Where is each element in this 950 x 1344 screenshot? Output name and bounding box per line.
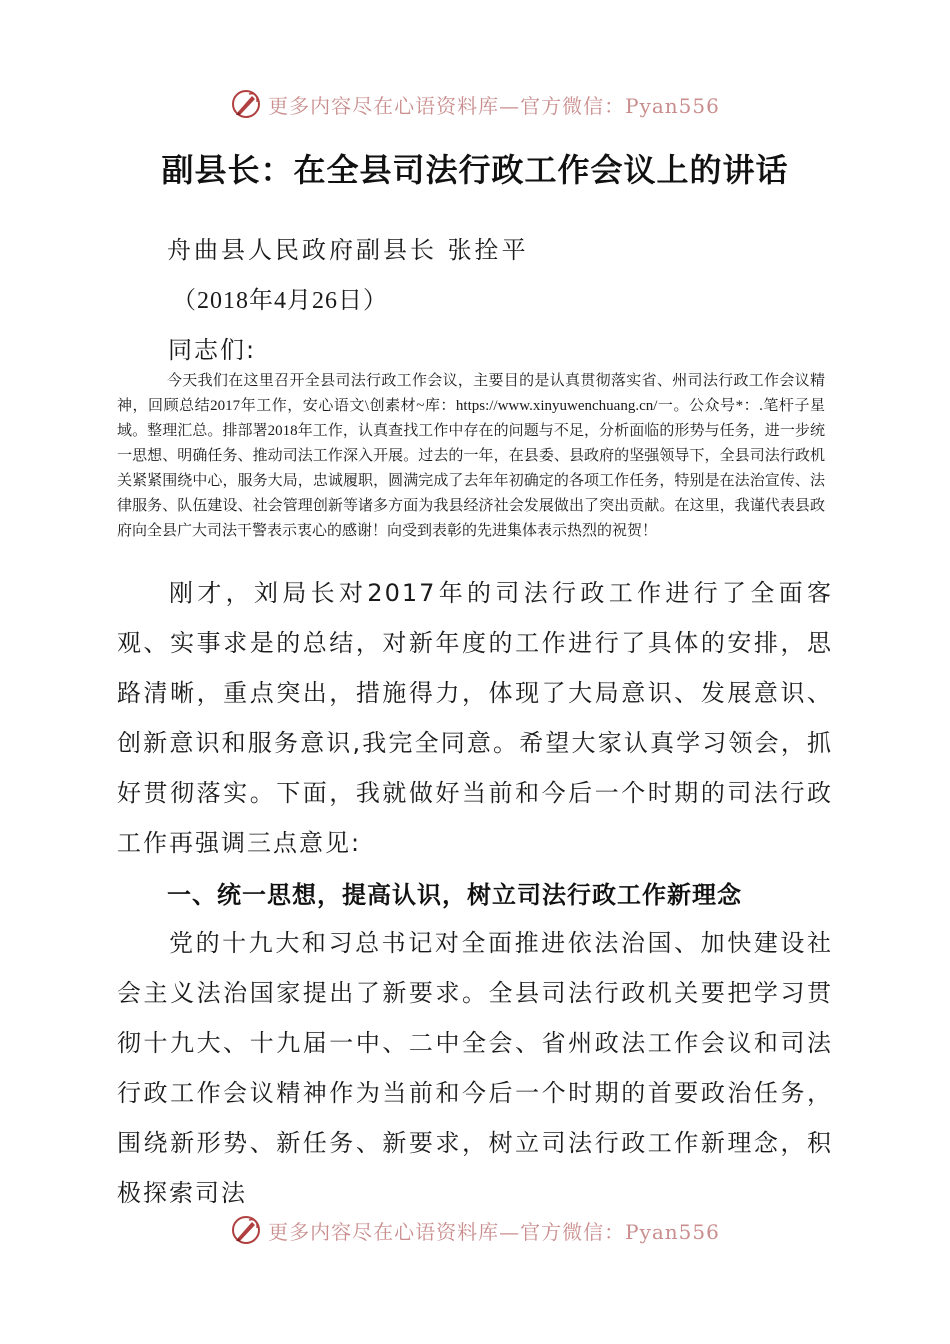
watermark-banner-top bbox=[0, 84, 950, 124]
watermark-text: 更多内容尽在心语资料库—官方微信：Pyan556 bbox=[268, 1219, 720, 1244]
intro-paragraph: 今天我们在这里召开全县司法行政工作会议，主要目的是认真贯彻落实省、州司法行政工作会议精神，回顾总结2017年工作，安心语文\创素材~库：https://www.xinyuwenchuang.cn/一。公众号*：.笔杆子星域。整理汇总。排部署2018年工作，认真查找工作中存在的问题与不足，分析面临的形势与任务，进一步统一思想、明确任务、推动司法工作深入开展。过去的一年，在县委、县政府的坚强领导下，全县司法行政机关紧紧围绕中心，服务大局，忠诚履职，圆满完成了去年年初确定的各项工作任务，特别是在法治宣传、法律服务、队伍建设、社会管理创新等诸多方面为我县经济社会发展做出了突出贡献。在这里，我谨代表县政府向全县广大司法干警表示衷心的感谢！向受到表彰的先进集体表示热烈的祝贺！ bbox=[117, 373, 825, 539]
watermark-banner-bottom bbox=[0, 1210, 950, 1250]
greeting: 同志们: bbox=[168, 336, 257, 364]
section-heading: 一、统一思想，提高认识，树立司法行政工作新理念 bbox=[167, 881, 742, 909]
pen-logo-icon bbox=[230, 1214, 262, 1246]
watermark-text: 更多内容尽在心语资料库—官方微信：Pyan556 bbox=[268, 93, 720, 118]
body-paragraph: 刚才，刘局长对2017年的司法行政工作进行了全面客观、实事求是的总结，对新年度的工作进行了具体的安排，思路清晰，重点突出，措施得力，体现了大局意识、发展意识、创新意识和服务意识,我完全同意。希望大家认真学习领会，抓好贯彻落实。下面，我就做好当前和今后一个时期的司法行政工作再强调三点意见: bbox=[117, 579, 833, 857]
pen-logo-icon bbox=[230, 88, 262, 120]
author-line: 舟曲县人民政府副县长 张拴平 bbox=[167, 236, 529, 264]
body-paragraph: 党的十九大和习总书记对全面推进依法治国、加快建设社会主义法治国家提出了新要求。全县司法行政机关要把学习贯彻十九大、十九届一中、二中全会、省州政法工作会议和司法行政工作会议精神作为当前和今后一个时期的首要政治任务，围绕新形势、新任务、新要求，树立司法行政工作新理念，积极探索司法 bbox=[117, 929, 833, 1207]
document-title: 副县长：在全县司法行政工作会议上的讲话 bbox=[161, 151, 789, 189]
date-line: （2018年4月26日） bbox=[172, 288, 388, 314]
